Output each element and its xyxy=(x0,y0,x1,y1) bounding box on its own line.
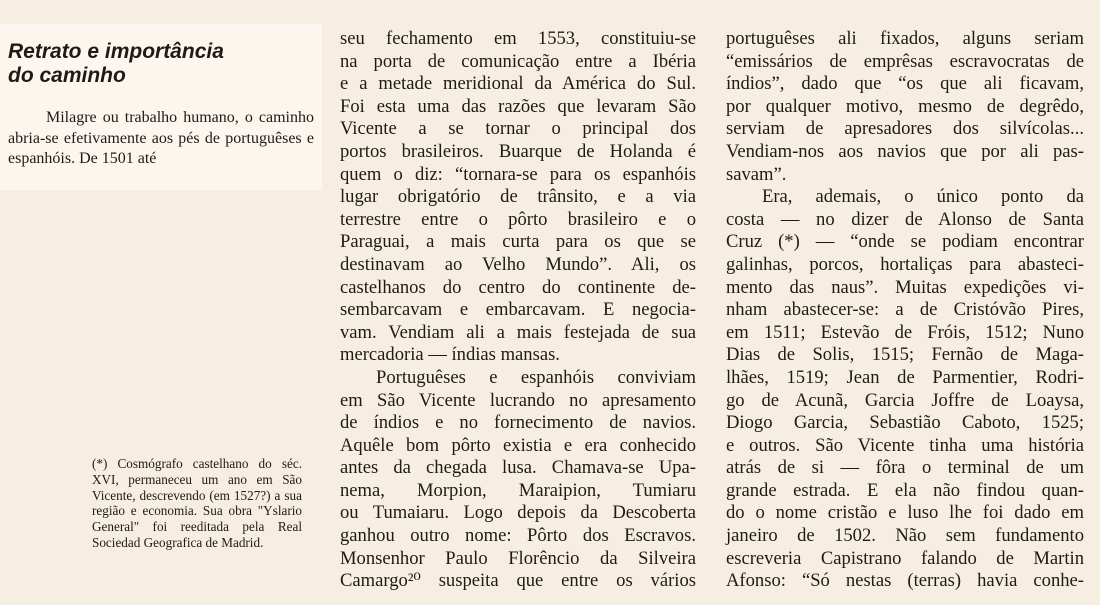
text-line: por qualquer motivo, mesmo de degrêdo, xyxy=(726,95,1084,117)
text-line: lugar obrigatório de trânsito, e a via xyxy=(340,186,696,208)
heading-line-1: Retrato e importância xyxy=(8,40,224,63)
text-column-3 xyxy=(726,28,1084,593)
text-line: Paraguai, a mais curta para os que se xyxy=(340,231,696,253)
text-line: de índios e no fornecimento de navios. xyxy=(340,412,696,434)
text-line: lhães, 1519; Jean de Parmentier, Rodri- xyxy=(726,366,1084,388)
text-line: atrás de si — fôra o terminal de um xyxy=(726,457,1084,479)
text-line: sembarcavam e embarcavam. E negocia- xyxy=(340,299,696,321)
text-line: mercadoria — índias mansas. xyxy=(340,344,560,366)
text-line: seu fechamento em 1553, constituiu-se xyxy=(340,28,696,49)
text-line: mento das naus”. Muitas expedições vi- xyxy=(726,276,1084,298)
text-line: índios”, dado que “os que ali ficavam, xyxy=(726,73,1084,95)
text-line: na porta de comunicação entre a Ibéria xyxy=(340,50,696,72)
text-line: Vicente a se tornar o principal dos xyxy=(340,118,696,140)
text-line: costa — no dizer de Alonso de Santa xyxy=(726,208,1084,230)
text-line: Dias de Solis, 1515; Fernão de Maga- xyxy=(726,344,1084,366)
text-line: Era, ademais, o único ponto da xyxy=(762,186,1084,208)
intro-paragraph: Milagre ou trabalho humano, o caminho abria-se efetivamente aos pés de portuguêses e espanhóis. De 1501 até xyxy=(8,109,314,167)
text-line: galinhas, porcos, hortaliças para abasteci- xyxy=(726,253,1084,275)
text-line: antes da chegada lusa. Chamava-se Upa- xyxy=(340,457,696,479)
text-line: vam. Vendiam ali a mais festejada de sua xyxy=(340,321,696,343)
section-heading xyxy=(8,40,308,88)
text-line: Vendiam-nos aos navios que por ali pas- xyxy=(726,140,1084,162)
text-line: “emissários de emprêsas escravocratas de xyxy=(726,50,1084,72)
text-line: destinavam ao Velho Mundo”. Ali, os xyxy=(340,253,696,275)
text-line: serviam de apresadores dos silvícolas... xyxy=(726,118,1084,140)
text-line: Aquêle bom pôrto existia e era conhecido xyxy=(340,434,696,456)
text-line: Portuguêses e espanhóis conviviam xyxy=(376,366,696,388)
text-line: castelhanos do centro do continente de- xyxy=(340,276,696,298)
text-line: nham abastecer-se: a de Cristóvão Pires, xyxy=(726,299,1084,321)
text-line: Diogo Garcia, Sebastião Caboto, 1525; xyxy=(726,412,1084,434)
text-column-2 xyxy=(340,28,696,593)
text-line: grande estrada. E ela não findou quan- xyxy=(726,479,1084,501)
text-line: go de Acunã, Garcia Joffre de Loaysa, xyxy=(726,389,1084,411)
text-line: ganhou outro nome: Pôrto dos Escravos. xyxy=(340,525,696,547)
text-line: nema, Morpion, Maraipion, Tumiaru xyxy=(340,479,696,501)
text-line: ou Tumaiaru. Logo depois da Descoberta xyxy=(340,502,696,524)
text-line: escreveria Capistrano falando de Martin xyxy=(726,547,1084,569)
text-line: Afonso: “Só nestas (terras) havia conhe- xyxy=(726,570,1084,592)
text-line: portuguêses ali fixados, alguns seriam xyxy=(726,28,1084,49)
heading-line-2: do caminho xyxy=(8,64,126,87)
text-line: janeiro de 1502. Não sem fundamento xyxy=(726,525,1084,547)
text-line: terrestre entre o pôrto brasileiro e o xyxy=(340,208,696,230)
text-line: do o nome cristão e luso lhe foi dado em xyxy=(726,502,1084,524)
text-line: Camargo²⁰ suspeita que entre os vários xyxy=(340,570,696,592)
text-line: em São Vicente lucrando no apresamento xyxy=(340,389,696,411)
text-line: Foi esta uma das razões que levaram São xyxy=(340,95,696,117)
text-line: quem o diz: “tornara-se para os espanhóis xyxy=(340,163,696,185)
text-line: e a metade meridional da América do Sul. xyxy=(340,73,696,95)
footnote: (*) Cosmógrafo castelhano do séc. XVI, permaneceu um ano em São Vicente, descrevendo (em 1527?) a sua região e economia. Sua obra "Yslario General" foi reeditada pela Real Sociedad Geografica de Madrid. xyxy=(92,456,302,550)
text-line: Cruz (*) — “onde se podiam encontrar xyxy=(726,231,1084,253)
sidebar xyxy=(0,0,322,605)
text-line: e outros. São Vicente tinha uma história xyxy=(726,434,1084,456)
text-line: savam”. xyxy=(726,163,787,185)
text-line: em 1511; Estevão de Fróis, 1512; Nuno xyxy=(726,321,1084,343)
text-line: Monsenhor Paulo Florêncio da Silveira xyxy=(340,547,696,569)
text-line: portos brasileiros. Buarque de Holanda é xyxy=(340,140,696,162)
